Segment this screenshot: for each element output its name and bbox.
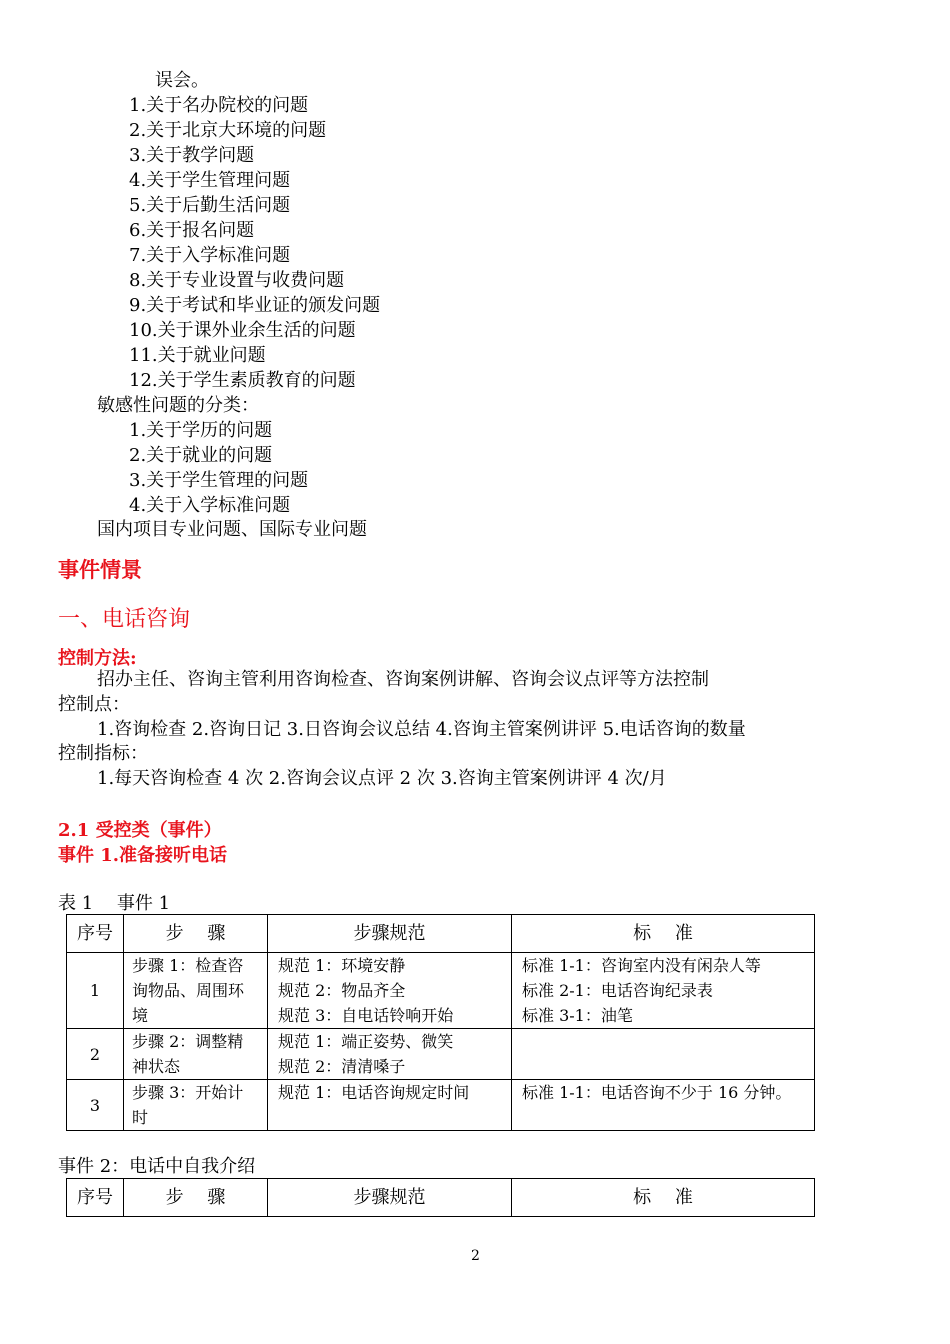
list-item: 10.关于课外业余生活的问题 (129, 320, 356, 341)
step-cell (124, 1029, 268, 1080)
step-line: 步骤 3：开始计 (132, 1083, 244, 1102)
step-cell (124, 953, 268, 1029)
table-row (67, 953, 815, 1029)
continuation-text: 误会。 (155, 70, 209, 91)
norm-line: 规范 1：环境安静 (278, 956, 406, 975)
list-item: 3.关于教学问题 (129, 145, 255, 166)
list-item: 9.关于考试和毕业证的颁发问题 (129, 295, 381, 316)
col-header-num: 序号 (67, 1179, 124, 1217)
list-item: 4.关于入学标准问题 (129, 495, 291, 516)
control-index-label: 控制指标： (58, 743, 148, 764)
list-item: 2.关于就业的问题 (129, 445, 273, 466)
step-line: 境 (132, 1006, 149, 1025)
section-title: 事件情景 (58, 557, 142, 582)
control-points-text: 1.咨询检查 2.咨询日记 3.日咨询会议总结 4.咨询主管案例讲评 5.电话咨询的数量 (97, 719, 746, 740)
norm-line: 规范 2：清清嗓子 (278, 1057, 406, 1076)
norm-line: 规范 1：电话咨询规定时间 (278, 1083, 470, 1102)
step-cell (124, 1080, 268, 1131)
table1-caption: 表 1 事件 1 (58, 893, 171, 914)
table-header-row (67, 1179, 815, 1217)
col-header-norm: 步骤规范 (268, 1179, 512, 1217)
norm-line: 规范 3：自电话铃响开始 (278, 1006, 454, 1025)
step-line: 时 (132, 1108, 149, 1127)
table2-caption: 事件 2：电话中自我介绍 (58, 1156, 256, 1177)
col-header-standard: 标 准 (512, 1179, 815, 1217)
subsection-title: 2.1 受控类（事件） (58, 820, 222, 841)
control-points-label: 控制点： (58, 694, 130, 715)
norm-line: 规范 1：端正姿势、微笑 (278, 1032, 454, 1051)
control-method-label: 控制方法: (58, 648, 137, 669)
col-header-num: 序号 (67, 915, 124, 953)
standard-cell (512, 1029, 815, 1080)
issues-list (129, 93, 380, 393)
standard-cell (512, 953, 815, 1029)
step-line: 神状态 (132, 1057, 181, 1076)
domestic-line: 国内项目专业问题、国际专业问题 (97, 519, 367, 540)
table-row (67, 1029, 815, 1080)
event1-title: 事件 1.准备接听电话 (58, 845, 228, 866)
list-item: 12.关于学生素质教育的问题 (129, 370, 356, 391)
step-line: 询物品、周围环 (132, 981, 245, 1000)
list-item: 11.关于就业问题 (129, 345, 266, 366)
row-num: 1 (67, 953, 124, 1029)
control-method-text: 招办主任、咨询主管利用咨询检查、咨询案例讲解、咨询会议点评等方法控制 (97, 669, 709, 690)
list-item: 2.关于北京大环境的问题 (129, 120, 327, 141)
event2-table (66, 1178, 815, 1217)
list-item: 7.关于入学标准问题 (129, 245, 291, 266)
list-item: 6.关于报名问题 (129, 220, 255, 241)
standard-line: 标准 1-1：电话咨询不少于 16 分钟。 (522, 1083, 792, 1102)
col-header-norm: 步骤规范 (268, 915, 512, 953)
col-header-step: 步 骤 (124, 1179, 268, 1217)
col-header-standard: 标 准 (512, 915, 815, 953)
event1-table (66, 914, 815, 1131)
norm-cell (268, 1029, 512, 1080)
list-item: 1.关于学历的问题 (129, 420, 273, 441)
step-line: 步骤 2：调整精 (132, 1032, 244, 1051)
standard-line: 标准 2-1：电话咨询纪录表 (522, 981, 713, 1000)
standard-line: 标准 3-1：油笔 (522, 1006, 633, 1025)
table-header-row (67, 915, 815, 953)
page-number: 2 (471, 1248, 480, 1264)
norm-line: 规范 2：物品齐全 (278, 981, 406, 1000)
sensitive-list (129, 418, 308, 518)
list-item: 3.关于学生管理的问题 (129, 470, 309, 491)
col-header-step: 步 骤 (124, 915, 268, 953)
list-item: 8.关于专业设置与收费问题 (129, 270, 345, 291)
step-line: 步骤 1：检查咨 (132, 956, 244, 975)
standard-line: 标准 1-1：咨询室内没有闲杂人等 (522, 956, 761, 975)
norm-cell (268, 953, 512, 1029)
table-row (67, 1080, 815, 1131)
control-index-text: 1.每天咨询检查 4 次 2.咨询会议点评 2 次 3.咨询主管案例讲评 4 次/月 (97, 768, 667, 789)
list-item: 1.关于名办院校的问题 (129, 95, 309, 116)
sensitive-heading: 敏感性问题的分类： (97, 395, 259, 416)
standard-cell (512, 1080, 815, 1131)
list-item: 4.关于学生管理问题 (129, 170, 291, 191)
list-item: 5.关于后勤生活问题 (129, 195, 291, 216)
row-num: 2 (67, 1029, 124, 1080)
section-subtitle: 一、电话咨询 (58, 607, 191, 632)
norm-cell (268, 1080, 512, 1131)
row-num: 3 (67, 1080, 124, 1131)
